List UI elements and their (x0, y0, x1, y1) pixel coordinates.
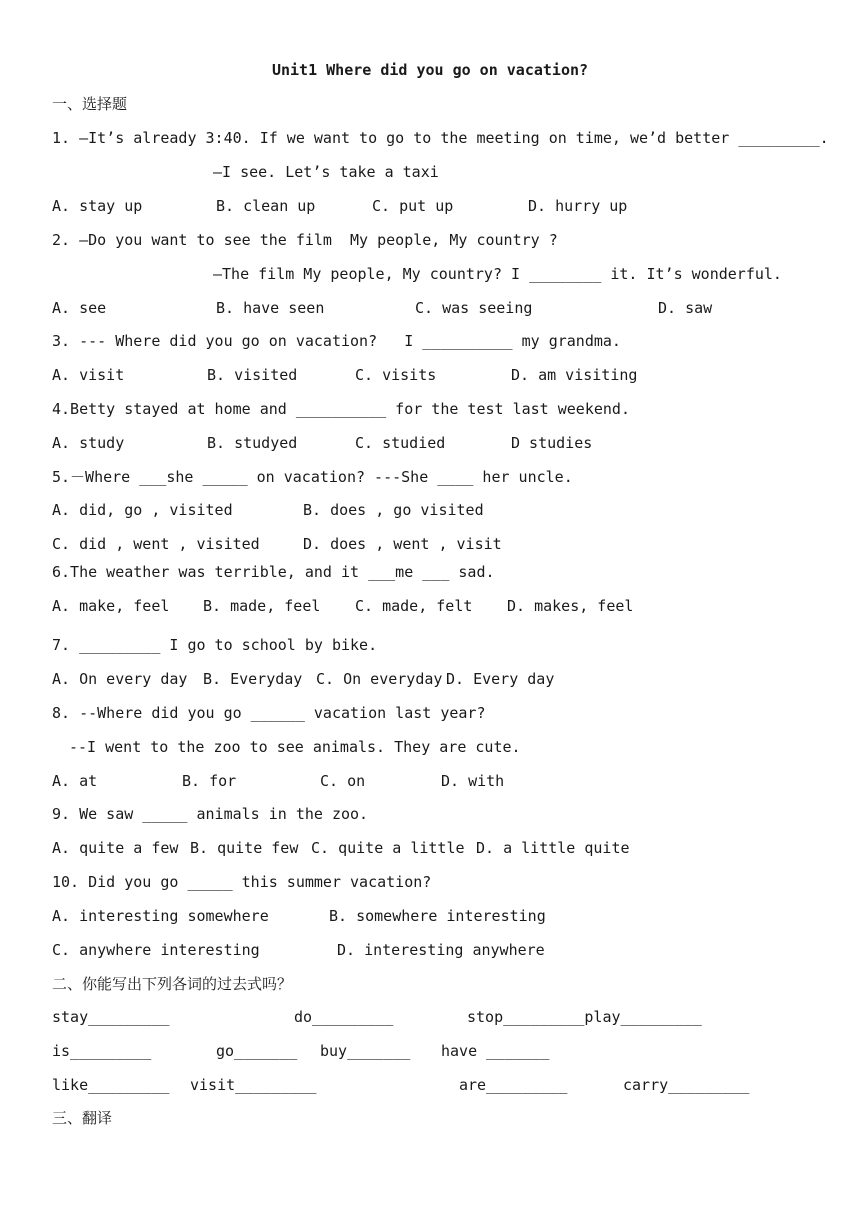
question-9-option-b: B. quite few (190, 839, 299, 857)
question-5-option-b: B. does , go visited (303, 501, 484, 519)
question-6-option-c: C. made, felt (355, 597, 473, 615)
question-2-line-1: 2. —Do you want to see the film My people, My country ? (52, 231, 558, 249)
question-5-option-a: A. did, go , visited (52, 501, 233, 519)
question-5-line-1: 5.－Where ___she _____ on vacation? ---She ____ her uncle. (52, 468, 573, 486)
question-2-option-a: A. see (52, 299, 107, 317)
question-3-option-a: A. visit (52, 366, 125, 384)
question-1-option-a: A. stay up (52, 197, 143, 215)
question-9-option-a: A. quite a few (52, 839, 179, 857)
past-tense-blank-visit[interactable]: visit_________ (190, 1076, 317, 1094)
question-6-line-1: 6.The weather was terrible, and it ___me ___ sad. (52, 563, 495, 581)
question-10-option-c: C. anywhere interesting (52, 941, 260, 959)
question-8-option-d: D. with (441, 772, 505, 790)
question-7-option-d: D. Every day (446, 670, 555, 688)
past-tense-blank-go[interactable]: go_______ (216, 1042, 298, 1060)
past-tense-blank-stay[interactable]: stay_________ (52, 1008, 170, 1026)
section1-heading: 一、选择题 (52, 95, 128, 113)
question-3-option-c: C. visits (355, 366, 437, 384)
question-9-line-1: 9. We saw _____ animals in the zoo. (52, 805, 369, 823)
question-10-option-b: B. somewhere interesting (329, 907, 546, 925)
past-tense-blank-have[interactable]: have _______ (441, 1042, 550, 1060)
past-tense-blank-are[interactable]: are_________ (459, 1076, 568, 1094)
past-tense-blank-carry[interactable]: carry_________ (623, 1076, 750, 1094)
question-1-option-b: B. clean up (216, 197, 316, 215)
question-7-option-c: C. On everyday (316, 670, 443, 688)
question-4-option-a: A. study (52, 434, 125, 452)
section2-heading: 二、你能写出下列各词的过去式吗？ (52, 975, 293, 993)
question-8-option-b: B. for (182, 772, 237, 790)
question-5-option-c: C. did , went , visited (52, 535, 260, 553)
question-2-option-d: D. saw (658, 299, 713, 317)
question-8-line-2: --I went to the zoo to see animals. They are cute. (69, 738, 521, 756)
question-2-option-b: B. have seen (216, 299, 325, 317)
past-tense-blank-like[interactable]: like_________ (52, 1076, 170, 1094)
question-1-option-d: D. hurry up (528, 197, 628, 215)
question-7-option-a: A. On every day (52, 670, 188, 688)
question-6-option-a: A. make, feel (52, 597, 170, 615)
past-tense-blank-buy[interactable]: buy_______ (320, 1042, 411, 1060)
question-1-line-1: 1. —It’s already 3:40. If we want to go to the meeting on time, we’d better _________. (52, 129, 829, 147)
question-8-option-a: A. at (52, 772, 98, 790)
question-4-option-d: D studies (511, 434, 593, 452)
question-10-option-d: D. interesting anywhere (337, 941, 545, 959)
question-2-line-2: —The film My people, My country? I ________ it. It’s wonderful. (213, 265, 782, 283)
question-4-option-c: C. studied (355, 434, 446, 452)
question-8-option-c: C. on (320, 772, 366, 790)
question-2-option-c: C. was seeing (415, 299, 533, 317)
question-4-line-1: 4.Betty stayed at home and __________ for the test last weekend. (52, 400, 630, 418)
past-tense-blank-do[interactable]: do_________ (294, 1008, 394, 1026)
question-8-line-1: 8. --Where did you go ______ vacation last year? (52, 704, 486, 722)
question-7-line-1: 7. _________ I go to school by bike. (52, 636, 378, 654)
question-9-option-d: D. a little quite (476, 839, 630, 857)
past-tense-blank-stop-play[interactable]: stop_________play_________ (467, 1008, 702, 1026)
question-1-line-2: —I see. Let’s take a taxi (213, 163, 439, 181)
question-10-option-a: A. interesting somewhere (52, 907, 269, 925)
question-3-line-1: 3. --- Where did you go on vacation? I __________ my grandma. (52, 332, 621, 350)
question-6-option-b: B. made, feel (203, 597, 321, 615)
question-9-option-c: C. quite a little (311, 839, 465, 857)
question-10-line-1: 10. Did you go _____ this summer vacation? (52, 873, 432, 891)
question-5-option-d: D. does , went , visit (303, 535, 502, 553)
section3-heading: 三、翻译 (52, 1109, 113, 1127)
past-tense-blank-is[interactable]: is_________ (52, 1042, 152, 1060)
question-1-option-c: C. put up (372, 197, 454, 215)
question-4-option-b: B. studyed (207, 434, 298, 452)
page-title: Unit1 Where did you go on vacation? (271, 61, 589, 79)
question-6-option-d: D. makes, feel (507, 597, 634, 615)
question-3-option-d: D. am visiting (511, 366, 638, 384)
question-7-option-b: B. Everyday (203, 670, 303, 688)
question-3-option-b: B. visited (207, 366, 298, 384)
